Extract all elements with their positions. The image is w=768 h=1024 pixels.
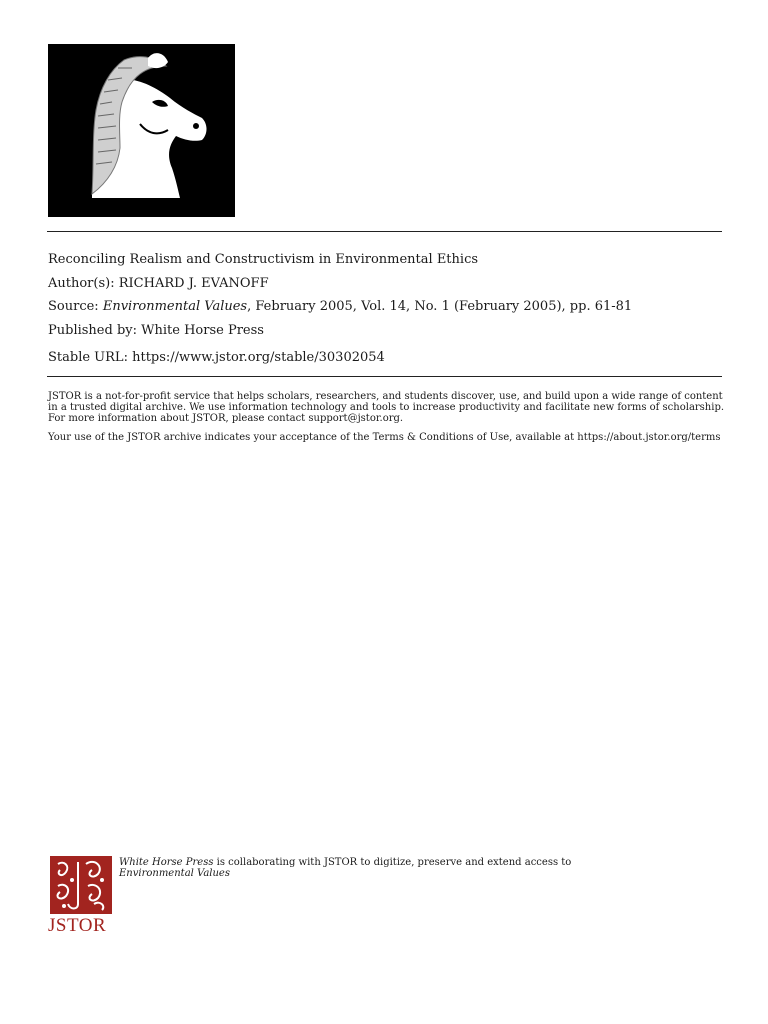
notice-paragraph-terms: Your use of the JSTOR archive indicates your acceptance of the Terms & Conditions of Use, available at https://about.jstor.org/terms [48, 432, 721, 443]
source-details: , February 2005, Vol. 14, No. 1 (February 2005), pp. 61-81 [247, 299, 633, 314]
footer-collab-text: is collaborating with JSTOR to digitize, preserve and extend access to [213, 857, 572, 868]
author-label: Author(s): [48, 275, 115, 291]
notice-paragraph-about: JSTOR is a not-for-profit service that helps scholars, researchers, and students discover, use, and build upon a wide range of content in a trusted digital archive. We use information technology and tools to increase productivity and facilitate new forms of scholarship. For more information about JSTOR, please contact support@jstor.org. [48, 391, 725, 424]
author-line [48, 272, 728, 296]
publisher-label: Published by: [48, 322, 137, 338]
bottom-divider [47, 376, 722, 377]
article-metadata [48, 248, 728, 370]
publisher-line [48, 319, 728, 343]
source-journal: Environmental Values [102, 299, 248, 314]
article-title: Reconciling Realism and Constructivism in Environmental Ethics [48, 252, 479, 267]
stable-url-link[interactable]: https://www.jstor.org/stable/30302054 [132, 350, 385, 365]
jstor-emblem-icon [50, 856, 112, 914]
jstor-logo [48, 855, 114, 940]
footer-journal: Environmental Values [119, 868, 230, 879]
top-divider [47, 231, 722, 232]
jstor-notice [48, 391, 728, 451]
stable-url-line [48, 346, 728, 370]
publisher-horse-logo [48, 44, 235, 217]
source-line [48, 295, 728, 319]
author-name: RICHARD J. EVANOFF [118, 275, 269, 291]
source-label: Source: [48, 299, 99, 314]
stable-url-label: Stable URL: [48, 350, 128, 365]
footer-publisher: White Horse Press [119, 857, 214, 868]
jstor-wordmark: JSTOR [48, 915, 107, 936]
publisher-name: White Horse Press [141, 322, 264, 338]
collaboration-text [119, 857, 571, 879]
horse-head-icon [48, 44, 235, 217]
